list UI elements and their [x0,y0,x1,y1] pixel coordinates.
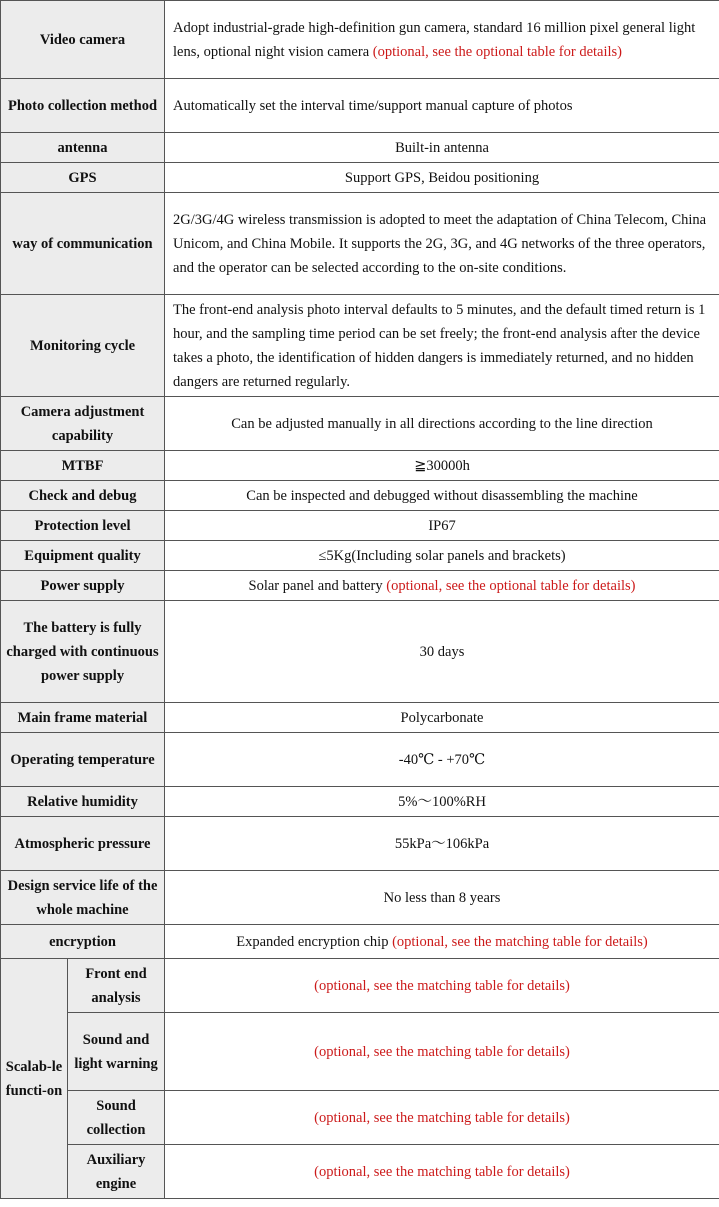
spec-label: MTBF [1,451,165,481]
spec-row-operating-temp [1,733,719,787]
spec-value: ≤5Kg(Including solar panels and brackets) [165,541,719,571]
spec-row-pressure [1,817,719,871]
spec-row-frame-material [1,703,719,733]
spec-row-scalable-sound-collection [1,1091,719,1145]
spec-label: Power supply [1,571,165,601]
spec-value: 30 days [165,601,719,703]
spec-row-equipment-quality [1,541,719,571]
spec-label: encryption [1,925,165,959]
spec-value: 2G/3G/4G wireless transmission is adopted to meet the adaptation of China Telecom, China Unicom, and China Mobile. It supports the 2G, 3G, and 4G networks of the three operators, and the operator can be selected according to the on-site conditions. [165,193,719,295]
spec-note: (optional, see the matching table for details) [392,933,648,950]
spec-row-scalable-sound-light [1,1013,719,1091]
spec-note: (optional, see the matching table for details) [165,1013,719,1091]
spec-note: (optional, see the matching table for details) [165,1145,719,1199]
spec-label: Design service life of the whole machine [1,871,165,925]
spec-value-text: Adopt industrial-grade high-definition gun camera, standard 16 million pixel general light lens, optional night vision camera [173,19,696,60]
spec-row-camera-adjustment [1,397,719,451]
spec-row-service-life [1,871,719,925]
spec-row-power-supply [1,571,719,601]
spec-value: -40℃ - +70℃ [165,733,719,787]
spec-note: (optional, see the matching table for details) [165,959,719,1013]
spec-label: Photo collection method [1,79,165,133]
spec-value [165,571,719,601]
spec-row-antenna [1,133,719,163]
spec-value [165,925,719,959]
spec-sublabel: Auxiliary engine [68,1145,165,1199]
spec-row-scalable-auxiliary-engine [1,1145,719,1199]
spec-row-scalable-front-end [1,959,719,1013]
spec-value: Support GPS, Beidou positioning [165,163,719,193]
spec-value: Can be inspected and debugged without disassembling the machine [165,481,719,511]
spec-row-gps [1,163,719,193]
spec-label: Relative humidity [1,787,165,817]
spec-value: No less than 8 years [165,871,719,925]
spec-value: IP67 [165,511,719,541]
spec-value: Polycarbonate [165,703,719,733]
spec-row-mtbf [1,451,719,481]
spec-label: Camera adjustment capability [1,397,165,451]
spec-value-text: Expanded encryption chip [236,933,393,950]
spec-value: ≧30000h [165,451,719,481]
spec-sublabel: Sound and light warning [68,1013,165,1091]
spec-note: (optional, see the optional table for details) [386,577,636,594]
spec-note: (optional, see the matching table for details) [165,1091,719,1145]
spec-row-photo-collection [1,79,719,133]
spec-value [165,1,719,79]
spec-row-humidity [1,787,719,817]
spec-sublabel: Front end analysis [68,959,165,1013]
spec-label: Video camera [1,1,165,79]
spec-value-text: Solar panel and battery [248,577,387,594]
spec-label: Monitoring cycle [1,295,165,397]
spec-row-battery [1,601,719,703]
spec-label: Operating temperature [1,733,165,787]
spec-label: Protection level [1,511,165,541]
spec-label: Main frame material [1,703,165,733]
spec-value: Automatically set the interval time/support manual capture of photos [165,79,719,133]
spec-row-monitoring-cycle [1,295,719,397]
spec-label: GPS [1,163,165,193]
spec-row-encryption [1,925,719,959]
spec-value: The front-end analysis photo interval defaults to 5 minutes, and the default timed return is 1 hour, and the sampling time period can be set freely; the front-end analysis after the device takes a photo, the identification of hidden dangers is immediately returned, and no hidden dangers are returned regularly. [165,295,719,397]
spec-value: 55kPa～106kPa [165,817,719,871]
spec-value: 5%～100%RH [165,787,719,817]
spec-value: Built-in antenna [165,133,719,163]
spec-label: Atmospheric pressure [1,817,165,871]
spec-label: The battery is fully charged with continuous power supply [1,601,165,703]
spec-row-protection [1,511,719,541]
scalable-function-label: Scalab-le functi-on [1,959,68,1199]
spec-row-video-camera [1,1,719,79]
spec-label: Equipment quality [1,541,165,571]
spec-label: antenna [1,133,165,163]
spec-note: (optional, see the optional table for details) [372,43,623,60]
spec-label: Check and debug [1,481,165,511]
spec-label: way of communication [1,193,165,295]
spec-row-communication [1,193,719,295]
spec-sublabel: Sound collection [68,1091,165,1145]
spec-row-check-debug [1,481,719,511]
spec-value: Can be adjusted manually in all directions according to the line direction [165,397,719,451]
